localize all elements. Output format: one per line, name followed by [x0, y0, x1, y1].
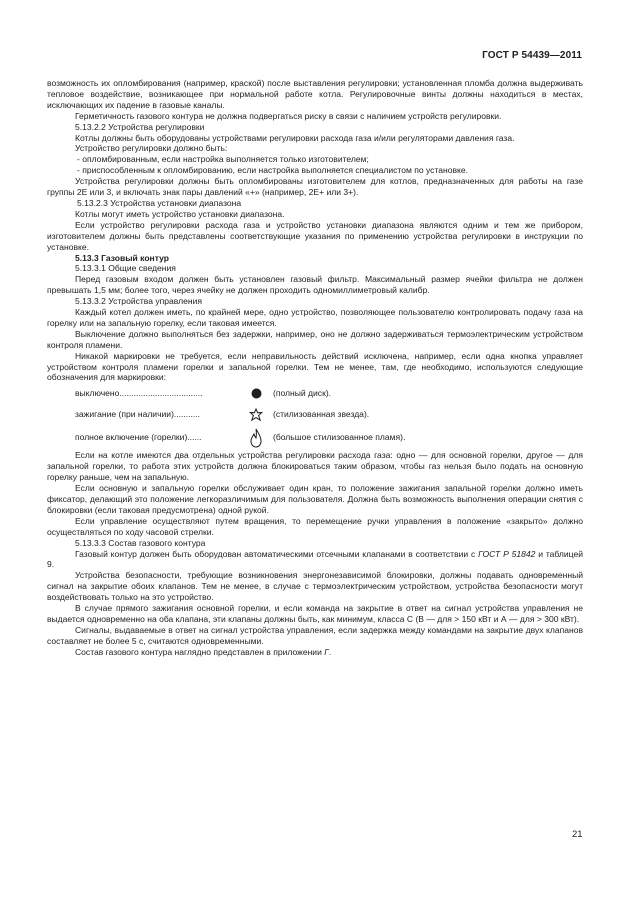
paragraph-text: Состав газового контура наглядно представлен в приложении: [75, 646, 325, 657]
paragraph: Каждый котел должен иметь, по крайней мере, одно устройство, позволяющее пользователю контролировать подачу газа на горелку или на запальную горелку, если таковая имеется.: [47, 307, 583, 328]
symbol-description: (стилизованная звезда).: [273, 409, 370, 420]
standard-header: ГОСТ Р 54439—2011: [482, 50, 582, 61]
paragraph: Если основную и запальную горелки обслуживает один кран, то положение зажигания запальной горелки должно иметь фиксатор, делающий это положение легкоразличимым для пользователя. Должна быть возможность выполнения операции снятия с блокировки (если таковая предусмотрена) одной рукой.: [47, 483, 583, 515]
symbol-row-full-on: [47, 425, 583, 450]
paragraph: В случае прямого зажигания основной горелки, и если команда на закрытие в ответ на сигнал устройства управления не выдается одновременно на оба клапана, эти клапаны должны быть, как минимум, класса С (В — для > 150 кВт и А — для > 300 кВт).: [47, 603, 583, 624]
section-heading: 5.13.3 Газовый контур: [75, 252, 169, 263]
section-heading: 5.13.2.2 Устройства регулировки: [75, 121, 205, 132]
symbol-label: полное включение (горелки)......: [75, 432, 202, 443]
paragraph: Котлы могут иметь устройство установки диапазона.: [75, 208, 285, 219]
paragraph: Устройства безопасности, требующие возникновения энергонезависимой блокировки, должны подавать одновременный сигнал на закрытие обоих клапанов. Тем не менее, в случае с термоэлектрическим устройством, устройства безопасности могут воздействовать только на это устройство.: [47, 570, 583, 603]
symbol-description: (большое стилизованное пламя).: [273, 432, 406, 443]
list-item: - приспособленным к опломбированию, если настройка выполняется специалистом по установке.: [77, 165, 469, 176]
symbol-row-off: [47, 383, 583, 404]
page-body: [47, 78, 583, 658]
paragraph: Если управление осуществляют путем вращения, то перемещение ручки управления в положение «закрыто» должно осуществляться по ходу часовой стрелки.: [47, 515, 583, 537]
paragraph: Если на котле имеются два отдельных устройства регулировки расхода газа: одно — для основной горелки, другое — для запальной горелки, то работа этих устройств должна блокироваться таким образом, чтобы газ нельзя было подать на основную горелку раньше, чем на запальную.: [47, 450, 583, 483]
page-number: 21: [572, 829, 583, 840]
standard-reference: ГОСТ Р 51842: [478, 548, 536, 559]
section-heading: 5.13.2.3 Устройства установки диапазона: [77, 197, 242, 208]
paragraph: [47, 549, 583, 571]
paragraph: Котлы должны быть оборудованы устройствами регулировки расхода газа и/или регуляторами давления газа.: [75, 132, 515, 143]
paragraph: Перед газовым входом должен быть установлен газовый фильтр. Максимальный размер ячейки фильтра не должен превышать 1,5 мм; более того, через ячейку не должен проходить одномиллиметровый калибр.: [47, 274, 583, 296]
paragraph-text: Газовый контур должен быть оборудован автоматическими отсечными клапанами в соответствии с: [75, 548, 479, 559]
paragraph: Выключение должно выполняться без задержки, например, оно не должно задерживаться термоэлектрическим устройством контроля пламени.: [47, 328, 583, 350]
appendix-reference: Г: [324, 646, 329, 657]
symbol-label: зажигание (при наличии)...........: [75, 409, 201, 420]
paragraph: [47, 647, 583, 658]
section-heading: 5.13.3.3 Состав газового контура: [75, 537, 206, 548]
paragraph-text: .: [328, 646, 332, 657]
paragraph: Сигналы, выдаваемые в ответ на сигнал устройства управления, если задержка между командами на закрытие двух клапанов составляет не более 5 с, считаются одновременными.: [47, 624, 583, 646]
paragraph: возможность их опломбирования (например, краской) после выставления регулировки; установленная пломба должна выдерживать тепловое воздействие, возникающее при нормальной работе котла. Регулировочные винты должны находиться в местах, исключающих их падение в газовые каналы.: [47, 78, 583, 110]
paragraph: Если устройство регулировки расхода газа и устройство установки диапазона являются одним и тем же прибором, изготовителем должны быть представлены соответствующие указания по применению устройства регулировки в инструкции по установке.: [47, 219, 583, 252]
paragraph: Никакой маркировки не требуется, если неправильность действий исключена, например, если одна кнопка управляет устройством контроля пламени горелки и запальной горелки. Тем не менее, там, где необходимо, используются следующие обозначения для маркировки:: [47, 350, 583, 383]
flame-icon: [241, 428, 271, 448]
paragraph-text: и таблицей 9.: [47, 548, 583, 570]
paragraph: Устройство регулировки должно быть:: [75, 143, 228, 154]
list-item: - опломбированным, если настройка выполняется только изготовителем;: [77, 154, 369, 165]
symbol-description: (полный диск).: [273, 388, 332, 399]
section-heading: 5.13.3.1 Общие сведения: [75, 263, 176, 274]
stylized-star-icon: [241, 408, 271, 422]
symbol-label: выключено...................................: [75, 388, 203, 399]
paragraph: Устройства регулировки должны быть опломбированы изготовителем для котлов, предназначенных для работы на газе группы 2Е или 3, и включать знак пары давлений «+» (например, 2Е+ или 3+).: [47, 176, 583, 198]
paragraph: Герметичность газового контура не должна подвергаться риску в связи с наличием устройств регулировки.: [75, 110, 502, 121]
full-disc-icon: [241, 388, 271, 399]
symbol-row-ignition: [47, 404, 583, 425]
section-heading: 5.13.3.2 Устройства управления: [75, 296, 202, 307]
